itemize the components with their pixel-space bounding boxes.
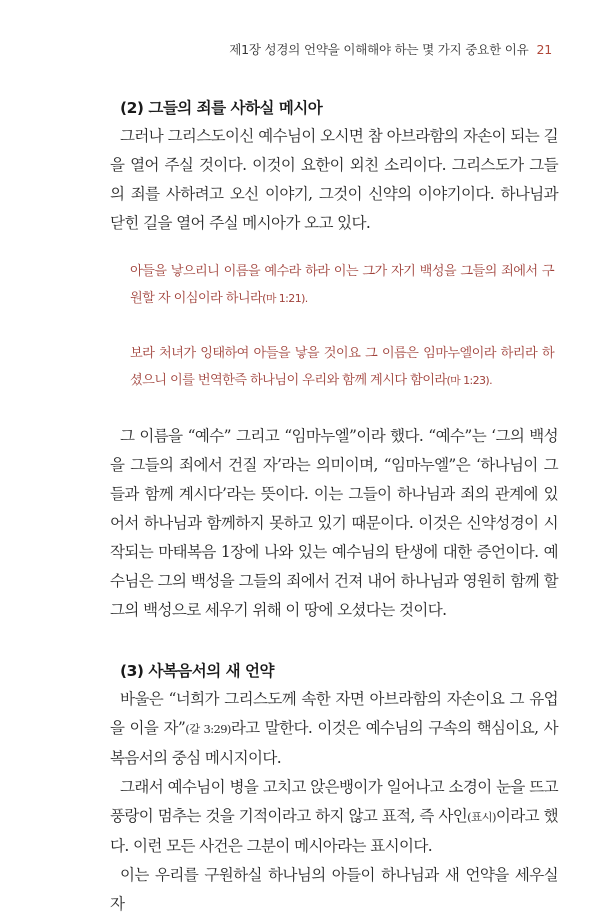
running-head [48,40,552,58]
page-content [110,96,558,919]
section-heading: (2) 그들의 죄를 사하실 메시아 [120,99,323,117]
page-number: 21 [536,42,552,57]
quote-text: 아들을 낳으리니 이름을 예수라 하라 이는 그가 자기 백성을 그들의 죄에서 구원할 자 이심이라 하니라 [130,264,554,306]
scripture-quote [130,340,554,394]
paragraph-text: 바울은 “너희가 그리스도께 속한 자면 아브라함의 자손이요 그 유업을 이을 자” [110,690,558,737]
quote-reference: (마 1:23). [446,374,492,387]
body-paragraph: 그러나 그리스도이신 예수님이 오시면 참 아브라함의 자손이 되는 길을 열어 주실 것이다. 이것이 요한이 외친 소리이다. 그리스도가 그들의 죄를 사하려고 오신 이야기, 그것이 신약의 이야기이다. 하나님과 닫힌 길을 열어 주실 메시아가 오고 있다. [110,127,558,232]
body-paragraph: 그 이름을 “예수” 그리고 “임마누엘”이라 했다. “예수”는 ‘그의 백성을 그들의 죄에서 건질 자’라는 의미이며, “임마누엘”은 ‘하나님이 그들과 함께 계시다’라는 뜻이다. 이는 그들이 하나님과 죄의 관계에 있어서 하나님과 함께하지 못하고 있기 때문이다. 이것은 신약성경이 시작되는 마태복음 1장에 나와 있는 예수님의 탄생에 대한 증언이다. 예수님은 그의 백성을 그들의 죄에서 건져 내어 하나님과 영원히 함께 할 그의 백성으로 세우기 위해 이 땅에 오셨다는 것이다. [110,427,558,619]
inline-reference: (표시) [467,810,496,824]
body-paragraph: 이는 우리를 구원하실 하나님의 아들이 하나님과 새 언약을 세우실 자 [110,866,558,913]
body-paragraph [110,685,558,773]
section-heading: (3) 사복음서의 새 언약 [120,662,274,680]
running-head-title: 제1장 성경의 언약을 이해해야 하는 몇 가지 중요한 이유 [229,42,529,57]
quote-reference: (마 1:21). [262,292,308,305]
paragraph-text: 이라고 했다. 이런 모든 사건은 그분이 메시아라는 표시이다. [110,807,558,855]
scripture-quote [130,258,554,312]
quote-text: 보라 처녀가 잉태하여 아들을 낳을 것이요 그 이름은 임마누엘이라 하리라 하셨으니 이를 번역한즉 하나님이 우리와 함께 계시다 함이라 [130,346,554,388]
paragraph-text: 그래서 예수님이 병을 고치고 앉은뱅이가 일어나고 소경이 눈을 뜨고 풍랑이 멈추는 것을 기적이라고 하지 않고 표적, 즉 사인 [110,778,558,825]
inline-reference: (갈 3:29) [185,722,231,736]
paragraph-text: 라고 말한다. 이것은 예수님의 구속의 핵심이요, 사복음서의 중심 메시지이다. [110,719,559,767]
body-paragraph [110,773,558,861]
